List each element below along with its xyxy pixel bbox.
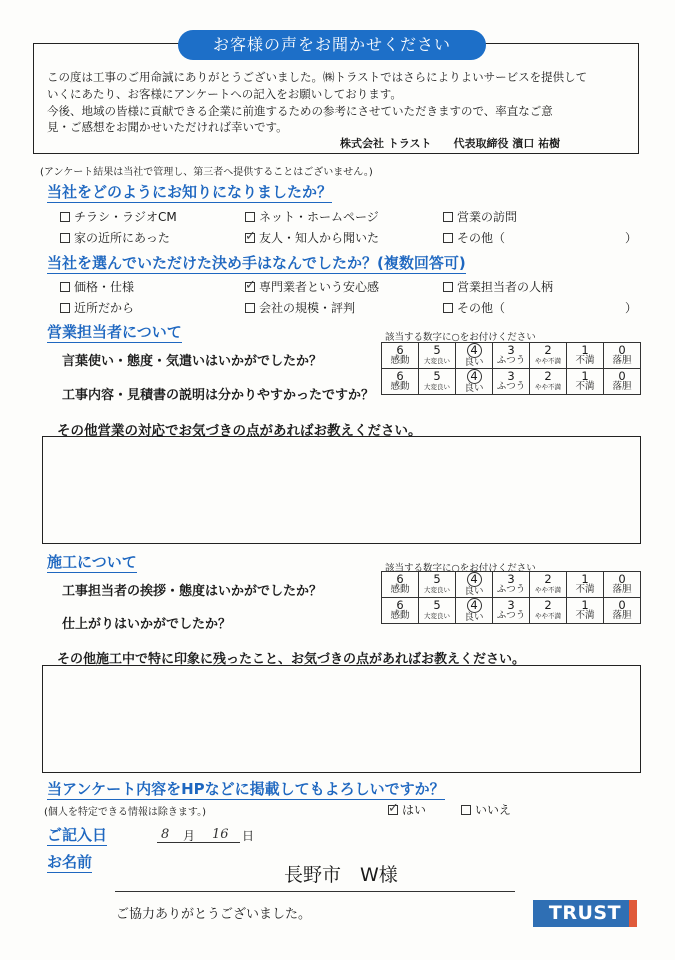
intro-line-1: この度は工事のご用命誠にありがとうございました。㈱トラストではさらによりよいサービスを提供して: [47, 70, 588, 84]
circled-number: 4: [467, 343, 482, 358]
customer-name[interactable]: 長野市 W様: [284, 864, 398, 886]
rating-cell[interactable]: 0 落胆: [604, 572, 641, 598]
checkbox[interactable]: [443, 303, 453, 313]
day-unit: 日: [242, 829, 255, 843]
q2-option[interactable]: 会社の規模・評判: [245, 299, 355, 316]
intro-line-3: 今後、地域の皆様に貢献できる企業に前進するための参考にさせていただきますので、率直なご意: [47, 104, 553, 118]
rating-cell[interactable]: 5 大変良い: [419, 343, 456, 369]
rating-cell-selected[interactable]: 4 良い: [456, 598, 493, 624]
privacy-note: (アンケート結果は当社で管理し、第三者へ提供することはございません。): [40, 167, 373, 178]
sales-comment-prompt: その他営業の対応でお気づきの点があればお教えください。: [57, 423, 422, 439]
rating-cell[interactable]: 5 大変良い: [419, 598, 456, 624]
rating-row: [382, 343, 641, 369]
rating-row: [382, 369, 641, 395]
circled-number: 4: [467, 572, 482, 587]
checkbox[interactable]: [443, 233, 453, 243]
name-label: お名前: [47, 853, 93, 871]
rating-cell[interactable]: 5 大変良い: [419, 572, 456, 598]
day-underline: [200, 842, 240, 843]
checkbox[interactable]: [60, 212, 70, 222]
rating-cell[interactable]: 2 やや不満: [530, 572, 567, 598]
checkbox-checked[interactable]: [388, 805, 398, 815]
trust-logo: TRUST: [533, 900, 637, 927]
rating-cell[interactable]: 6 感動: [382, 572, 419, 598]
rating-cell[interactable]: 1 不満: [567, 572, 604, 598]
checkbox[interactable]: [60, 233, 70, 243]
checkbox[interactable]: [245, 212, 255, 222]
closing-message: ご協力ありがとうございました。: [116, 907, 312, 922]
construction-heading: 施工について: [47, 553, 137, 571]
q2-option[interactable]: その他（ ）: [443, 299, 637, 316]
rating-hint: 該当する数字に○をお付けください: [385, 332, 536, 343]
rating-cell[interactable]: 1 不満: [567, 598, 604, 624]
rating-cell[interactable]: 6 感動: [382, 369, 419, 395]
q1-heading: 当社をどのようにお知りになりましたか？: [47, 183, 333, 201]
publish-no-option[interactable]: いいえ: [461, 801, 511, 818]
rating-cell[interactable]: 1 不満: [567, 343, 604, 369]
construction-comment-prompt: その他施工中で特に印象に残ったこと、お気づきの点があればお教えください。: [57, 652, 526, 667]
rating-cell[interactable]: 2 やや不満: [530, 343, 567, 369]
q2-option[interactable]: 営業担当者の人柄: [443, 278, 553, 295]
rating-cell[interactable]: 1 不満: [567, 369, 604, 395]
checkbox[interactable]: [60, 282, 70, 292]
rating-cell[interactable]: 2 やや不満: [530, 598, 567, 624]
rating-cell[interactable]: 3 ふつう: [493, 369, 530, 395]
checkbox[interactable]: [60, 303, 70, 313]
rating-cell[interactable]: 3 ふつう: [493, 572, 530, 598]
rating-row: [382, 572, 641, 598]
date-label: ご記入日: [47, 826, 108, 844]
date-day[interactable]: 16: [212, 827, 229, 842]
month-underline: [157, 842, 203, 843]
intro-line-4: 見・ご感想をお聞かせいただければ幸いです。: [47, 120, 288, 134]
rating-cell-selected[interactable]: 4 良い: [456, 369, 493, 395]
survey-title: お客様の声をお聞かせください: [178, 30, 486, 60]
checkbox-checked[interactable]: [245, 233, 255, 243]
checkbox[interactable]: [461, 805, 471, 815]
circled-number: 4: [467, 598, 482, 613]
checkbox-checked[interactable]: [245, 282, 255, 292]
rating-cell[interactable]: 0 落胆: [604, 369, 641, 395]
intro-line-2: いくにあたり、お客様にアンケートへの記入をお願いしております。: [47, 87, 402, 101]
q2-heading: 当社を選んでいただけた決め手はなんでしたか？(複数回答可): [47, 254, 466, 272]
rating-hint: 該当する数字に○をお付けください: [385, 563, 536, 574]
publish-heading: 当アンケート内容をHPなどに掲載してもよろしいですか？: [47, 780, 445, 798]
sales-question-2: 工事内容・見積書の説明は分かりやすかったですか？: [62, 388, 375, 403]
circled-number: 4: [467, 369, 482, 384]
construction-rating-table: [381, 571, 641, 624]
rating-cell-selected[interactable]: 4 良い: [456, 572, 493, 598]
company-signature: 株式会社 トラスト 代表取締役 濱口 祐樹: [340, 137, 561, 150]
rating-cell[interactable]: 5 大変良い: [419, 369, 456, 395]
q1-option[interactable]: その他（ ）: [443, 229, 637, 246]
q1-option[interactable]: ✓ 友人・知人から聞いた: [245, 229, 379, 246]
rating-cell[interactable]: 0 落胆: [604, 343, 641, 369]
date-month[interactable]: 8: [161, 827, 170, 842]
rating-cell[interactable]: 0 落胆: [604, 598, 641, 624]
checkbox[interactable]: [245, 303, 255, 313]
name-underline: [115, 891, 515, 892]
q2-option[interactable]: ✓ 専門業者という安心感: [245, 278, 379, 295]
construction-comment-box[interactable]: [42, 665, 641, 773]
sales-comment-box[interactable]: [42, 436, 641, 544]
checkbox[interactable]: [443, 212, 453, 222]
q1-option[interactable]: チラシ・ラジオCM: [60, 208, 177, 225]
publish-yes-option[interactable]: ✓ はい: [388, 801, 426, 818]
q2-option[interactable]: 価格・仕様: [60, 278, 134, 295]
q2-option[interactable]: 近所だから: [60, 299, 134, 316]
construction-question-1: 工事担当者の挨拶・態度はいかがでしたか？: [62, 584, 323, 599]
sales-rating-table: [381, 342, 641, 395]
rating-cell[interactable]: 2 やや不満: [530, 369, 567, 395]
q1-option[interactable]: 営業の訪問: [443, 208, 517, 225]
rating-cell-selected[interactable]: 4 良い: [456, 343, 493, 369]
month-unit: 月: [183, 829, 196, 843]
publish-note: (個人を特定できる情報は除きます。): [44, 807, 207, 818]
rating-cell[interactable]: 6 感動: [382, 598, 419, 624]
sales-heading: 営業担当者について: [47, 323, 182, 341]
rating-row: [382, 598, 641, 624]
checkbox[interactable]: [443, 282, 453, 292]
rating-cell[interactable]: 6 感動: [382, 343, 419, 369]
rating-cell[interactable]: 3 ふつう: [493, 598, 530, 624]
rating-cell[interactable]: 3 ふつう: [493, 343, 530, 369]
construction-question-2: 仕上がりはいかがでしたか？: [62, 617, 232, 632]
sales-question-1: 言葉使い・態度・気遣いはいかがでしたか？: [62, 354, 323, 369]
q1-option[interactable]: ネット・ホームページ: [245, 208, 379, 225]
q1-option[interactable]: 家の近所にあった: [60, 229, 170, 246]
